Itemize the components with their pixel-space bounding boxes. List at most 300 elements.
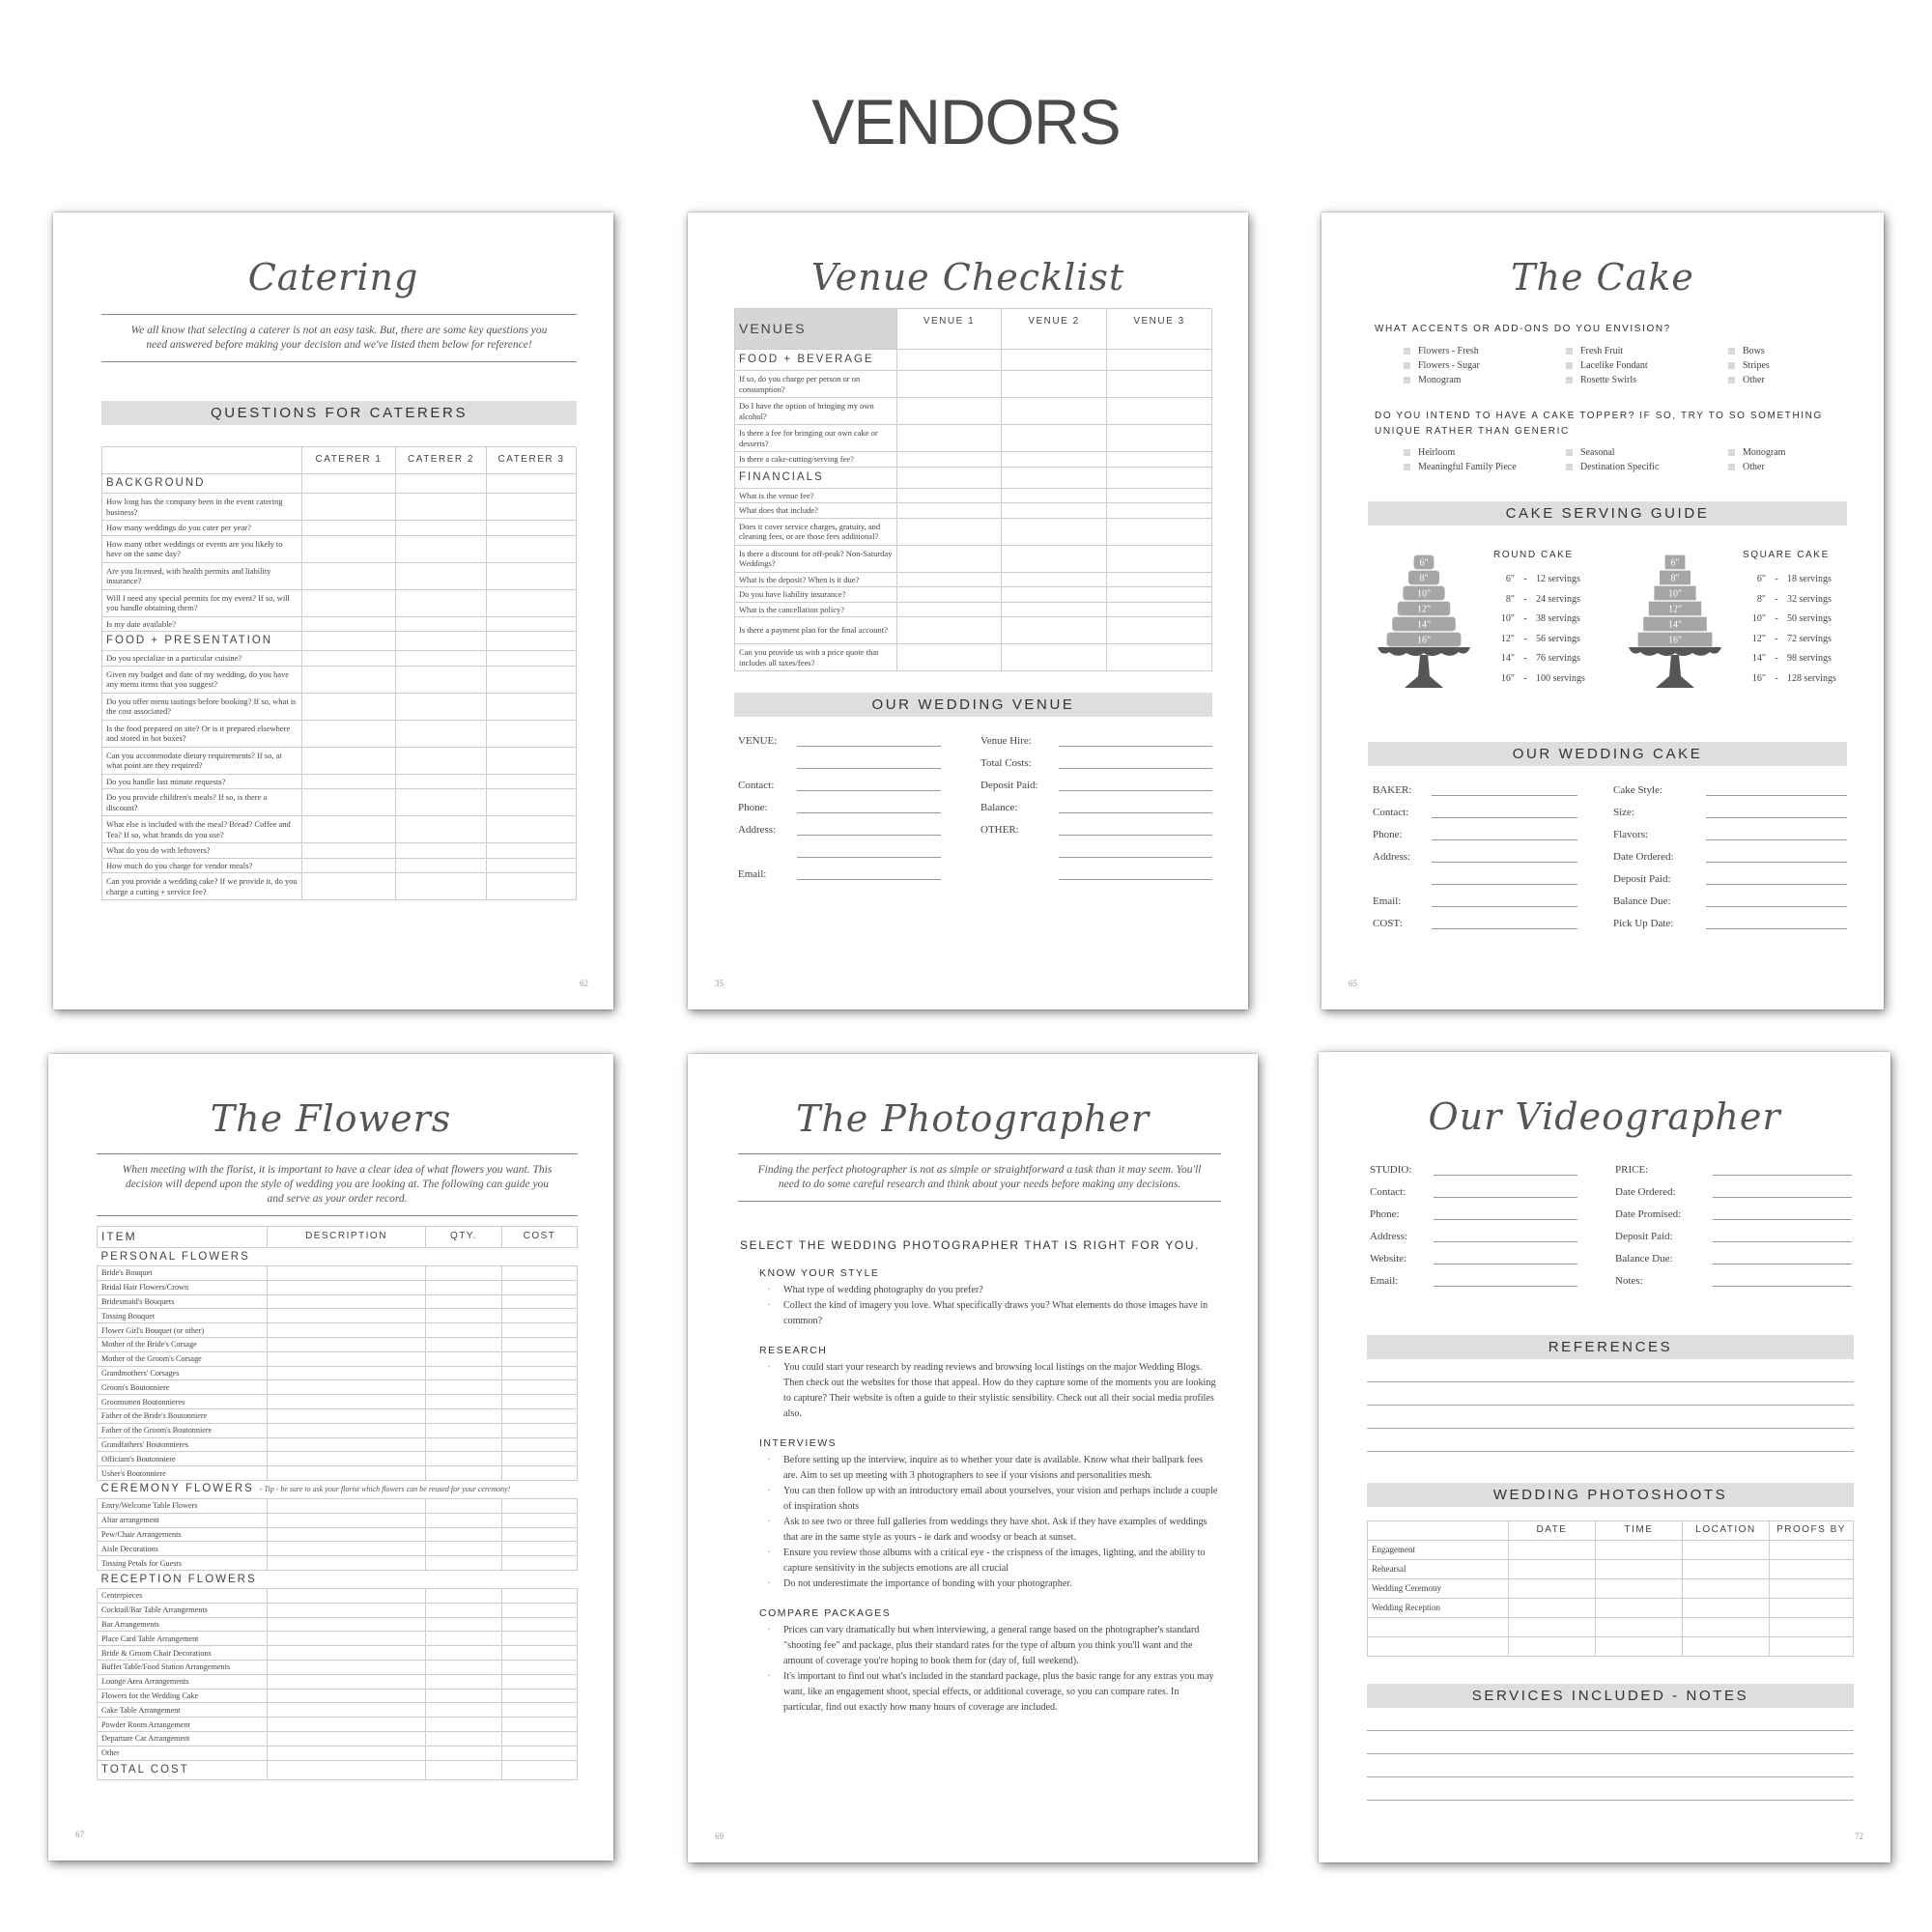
entry-cell[interactable] (502, 1380, 578, 1395)
entry-cell[interactable] (426, 1731, 502, 1746)
form-field[interactable] (1370, 1228, 1577, 1242)
entry-cell[interactable] (268, 1395, 426, 1409)
field-line[interactable] (1059, 847, 1212, 858)
answer-cell[interactable] (897, 371, 1002, 398)
form-field[interactable] (1613, 804, 1847, 818)
field-line[interactable] (1713, 1209, 1852, 1220)
entry-cell[interactable] (268, 1588, 426, 1603)
field-line[interactable] (1706, 919, 1847, 929)
entry-cell[interactable] (268, 1513, 426, 1527)
entry-cell[interactable] (268, 1408, 426, 1423)
entry-cell[interactable] (502, 1617, 578, 1632)
field-line[interactable] (1434, 1209, 1577, 1220)
entry-cell[interactable] (426, 1266, 502, 1281)
answer-cell[interactable] (1107, 425, 1212, 452)
entry-cell[interactable] (1683, 1599, 1770, 1618)
entry-cell[interactable] (268, 1617, 426, 1632)
field-line[interactable] (1432, 830, 1577, 840)
form-field[interactable] (1370, 1206, 1577, 1220)
answer-cell[interactable] (396, 858, 487, 873)
entry-cell[interactable] (502, 1309, 578, 1323)
answer-cell[interactable] (396, 789, 487, 816)
answer-cell[interactable] (302, 562, 396, 589)
entry-cell[interactable] (426, 1617, 502, 1632)
field-line[interactable] (797, 825, 941, 836)
form-field[interactable] (1613, 826, 1847, 840)
entry-cell[interactable] (268, 1689, 426, 1703)
answer-cell[interactable] (1107, 452, 1212, 468)
answer-cell[interactable] (897, 644, 1002, 671)
entry-cell[interactable] (268, 1674, 426, 1689)
answer-cell[interactable] (396, 589, 487, 616)
answer-cell[interactable] (487, 494, 577, 521)
entry-cell[interactable] (426, 1466, 502, 1481)
entry-cell[interactable] (1770, 1541, 1854, 1560)
answer-cell[interactable] (1002, 617, 1107, 644)
field-line[interactable] (1713, 1254, 1852, 1264)
answer-cell[interactable] (302, 720, 396, 747)
field-line[interactable] (1059, 869, 1212, 880)
entry-cell[interactable] (426, 1718, 502, 1732)
entry-cell[interactable] (1770, 1637, 1854, 1657)
field-line[interactable] (1706, 874, 1847, 885)
option-item[interactable] (1404, 445, 1566, 460)
entry-cell[interactable] (426, 1280, 502, 1294)
entry-cell[interactable] (502, 1266, 578, 1281)
answer-cell[interactable] (1107, 644, 1212, 671)
option-item[interactable] (1566, 358, 1728, 373)
checkbox[interactable] (1566, 449, 1573, 456)
answer-cell[interactable] (897, 488, 1002, 503)
entry-cell[interactable] (268, 1323, 426, 1338)
field-line[interactable] (1432, 852, 1577, 863)
checkbox[interactable] (1728, 348, 1735, 355)
entry-cell[interactable] (502, 1588, 578, 1603)
answer-cell[interactable] (897, 617, 1002, 644)
answer-cell[interactable] (396, 666, 487, 693)
entry-cell[interactable] (1509, 1560, 1596, 1579)
form-field[interactable] (1373, 804, 1577, 818)
form-field[interactable] (738, 866, 941, 880)
entry-cell[interactable] (502, 1760, 578, 1779)
form-field[interactable] (738, 777, 941, 791)
entry-cell[interactable] (1509, 1599, 1596, 1618)
answer-cell[interactable] (487, 816, 577, 843)
field-line[interactable] (1434, 1232, 1577, 1242)
entry-cell[interactable] (502, 1294, 578, 1309)
entry-cell[interactable] (426, 1588, 502, 1603)
option-item[interactable] (1404, 460, 1566, 474)
field-line[interactable] (1059, 803, 1212, 813)
form-field[interactable] (1373, 915, 1577, 929)
field-line[interactable] (1059, 825, 1212, 836)
entry-cell[interactable] (1770, 1560, 1854, 1579)
entry-cell[interactable] (268, 1437, 426, 1452)
field-line[interactable] (797, 869, 941, 880)
entry-cell[interactable] (1770, 1599, 1854, 1618)
option-item[interactable] (1404, 344, 1566, 358)
entry-cell[interactable] (502, 1746, 578, 1760)
answer-cell[interactable] (396, 651, 487, 667)
field-line[interactable] (1434, 1276, 1577, 1287)
form-field[interactable] (738, 799, 941, 813)
entry-cell[interactable] (1509, 1541, 1596, 1560)
answer-cell[interactable] (1002, 467, 1107, 488)
field-line[interactable] (797, 781, 941, 791)
answer-cell[interactable] (1002, 572, 1107, 587)
entry-cell[interactable] (502, 1466, 578, 1481)
answer-cell[interactable] (396, 873, 487, 900)
entry-cell[interactable] (1596, 1560, 1683, 1579)
answer-cell[interactable] (487, 666, 577, 693)
form-field[interactable] (1613, 893, 1847, 907)
field-line[interactable] (797, 803, 941, 813)
answer-cell[interactable] (302, 873, 396, 900)
entry-cell[interactable] (1683, 1579, 1770, 1599)
answer-cell[interactable] (302, 651, 396, 667)
entry-cell[interactable] (268, 1366, 426, 1380)
form-field[interactable] (1615, 1250, 1852, 1264)
answer-cell[interactable] (1107, 518, 1212, 545)
answer-cell[interactable] (1107, 371, 1212, 398)
answer-cell[interactable] (396, 521, 487, 536)
answer-cell[interactable] (1002, 503, 1107, 519)
form-field[interactable] (1613, 870, 1847, 885)
entry-cell[interactable] (1509, 1618, 1596, 1637)
entry-cell[interactable] (426, 1294, 502, 1309)
entry-cell[interactable] (268, 1718, 426, 1732)
entry-cell[interactable] (268, 1380, 426, 1395)
entry-cell[interactable] (426, 1395, 502, 1409)
entry-cell[interactable] (268, 1603, 426, 1617)
answer-cell[interactable] (302, 616, 396, 632)
field-line[interactable] (1432, 785, 1577, 796)
checkbox[interactable] (1566, 464, 1573, 470)
answer-cell[interactable] (487, 774, 577, 789)
form-field[interactable] (1613, 915, 1847, 929)
option-item[interactable] (1728, 373, 1844, 387)
entry-cell[interactable] (268, 1309, 426, 1323)
checkbox[interactable] (1566, 377, 1573, 384)
field-line[interactable] (797, 736, 941, 747)
entry-cell[interactable] (1509, 1579, 1596, 1599)
entry-cell[interactable] (502, 1718, 578, 1732)
form-field[interactable] (1370, 1250, 1577, 1264)
form-field[interactable] (980, 799, 1212, 813)
option-item[interactable] (1404, 358, 1566, 373)
entry-cell[interactable] (426, 1351, 502, 1366)
answer-cell[interactable] (302, 774, 396, 789)
answer-cell[interactable] (396, 562, 487, 589)
entry-cell[interactable] (268, 1423, 426, 1437)
answer-cell[interactable] (1107, 398, 1212, 425)
answer-cell[interactable] (396, 474, 487, 494)
entry-cell[interactable] (1770, 1618, 1854, 1637)
entry-cell[interactable] (426, 1646, 502, 1661)
answer-cell[interactable] (487, 562, 577, 589)
answer-cell[interactable] (1002, 644, 1107, 671)
entry-cell[interactable] (502, 1674, 578, 1689)
checkbox[interactable] (1404, 464, 1410, 470)
answer-cell[interactable] (302, 816, 396, 843)
entry-cell[interactable] (502, 1632, 578, 1646)
entry-cell[interactable] (1596, 1541, 1683, 1560)
answer-cell[interactable] (897, 398, 1002, 425)
form-field[interactable] (1370, 1161, 1577, 1176)
answer-cell[interactable] (396, 535, 487, 562)
option-item[interactable] (1404, 373, 1566, 387)
form-field[interactable] (980, 732, 1212, 747)
answer-cell[interactable] (897, 467, 1002, 488)
entry-cell[interactable] (502, 1280, 578, 1294)
answer-cell[interactable] (897, 587, 1002, 603)
checkbox[interactable] (1566, 362, 1573, 369)
answer-cell[interactable] (487, 873, 577, 900)
entry-cell[interactable] (502, 1395, 578, 1409)
entry-cell[interactable] (268, 1266, 426, 1281)
entry-cell[interactable] (502, 1603, 578, 1617)
form-field[interactable] (1615, 1272, 1852, 1287)
form-field[interactable] (738, 821, 941, 836)
field-line[interactable] (1706, 830, 1847, 840)
entry-cell[interactable] (268, 1731, 426, 1746)
option-item[interactable] (1728, 445, 1844, 460)
answer-cell[interactable] (396, 816, 487, 843)
entry-cell[interactable] (268, 1542, 426, 1556)
entry-cell[interactable] (502, 1437, 578, 1452)
answer-cell[interactable] (897, 518, 1002, 545)
field-line[interactable] (1059, 736, 1212, 747)
entry-cell[interactable] (426, 1498, 502, 1513)
answer-cell[interactable] (897, 452, 1002, 468)
option-item[interactable] (1566, 460, 1728, 474)
answer-cell[interactable] (302, 858, 396, 873)
answer-cell[interactable] (487, 843, 577, 859)
answer-cell[interactable] (1107, 467, 1212, 488)
option-item[interactable] (1566, 344, 1728, 358)
answer-cell[interactable] (302, 789, 396, 816)
answer-cell[interactable] (487, 632, 577, 651)
entry-cell[interactable] (502, 1366, 578, 1380)
answer-cell[interactable] (897, 425, 1002, 452)
answer-cell[interactable] (1107, 488, 1212, 503)
form-field[interactable] (738, 754, 941, 769)
answer-cell[interactable] (302, 843, 396, 859)
form-field[interactable] (980, 821, 1212, 836)
entry-cell[interactable] (268, 1527, 426, 1542)
entry-cell[interactable] (268, 1760, 426, 1779)
form-field[interactable] (738, 732, 941, 747)
entry-cell[interactable] (268, 1556, 426, 1571)
answer-cell[interactable] (1002, 398, 1107, 425)
answer-cell[interactable] (1107, 572, 1212, 587)
entry-cell[interactable] (268, 1632, 426, 1646)
field-line[interactable] (797, 847, 941, 858)
entry-cell[interactable] (426, 1437, 502, 1452)
answer-cell[interactable] (1002, 425, 1107, 452)
answer-cell[interactable] (396, 494, 487, 521)
entry-cell[interactable] (426, 1423, 502, 1437)
form-field[interactable] (980, 777, 1212, 791)
entry-cell[interactable] (268, 1660, 426, 1674)
answer-cell[interactable] (1107, 503, 1212, 519)
answer-cell[interactable] (1107, 350, 1212, 371)
entry-cell[interactable] (426, 1746, 502, 1760)
entry-cell[interactable] (502, 1408, 578, 1423)
answer-cell[interactable] (487, 693, 577, 720)
entry-cell[interactable] (426, 1452, 502, 1466)
field-line[interactable] (1434, 1254, 1577, 1264)
field-line[interactable] (1059, 781, 1212, 791)
entry-cell[interactable] (426, 1323, 502, 1338)
option-item[interactable] (1566, 445, 1728, 460)
form-field[interactable] (1615, 1206, 1852, 1220)
answer-cell[interactable] (396, 720, 487, 747)
answer-cell[interactable] (302, 589, 396, 616)
entry-cell[interactable] (502, 1337, 578, 1351)
field-line[interactable] (1713, 1187, 1852, 1198)
entry-cell[interactable] (502, 1423, 578, 1437)
entry-cell[interactable] (502, 1660, 578, 1674)
answer-cell[interactable] (396, 693, 487, 720)
field-line[interactable] (1713, 1232, 1852, 1242)
form-field[interactable] (1615, 1183, 1852, 1198)
answer-cell[interactable] (1107, 617, 1212, 644)
entry-cell[interactable] (268, 1498, 426, 1513)
form-field[interactable] (980, 754, 1212, 769)
answer-cell[interactable] (1107, 587, 1212, 603)
form-field[interactable] (738, 843, 941, 858)
form-field[interactable] (1615, 1161, 1852, 1176)
form-field[interactable] (1373, 781, 1577, 796)
answer-cell[interactable] (487, 747, 577, 774)
answer-cell[interactable] (1107, 545, 1212, 572)
field-line[interactable] (1432, 919, 1577, 929)
form-field[interactable] (1373, 893, 1577, 907)
entry-cell[interactable] (502, 1498, 578, 1513)
answer-cell[interactable] (897, 572, 1002, 587)
answer-cell[interactable] (487, 521, 577, 536)
entry-cell[interactable] (502, 1542, 578, 1556)
answer-cell[interactable] (1002, 488, 1107, 503)
answer-cell[interactable] (1002, 545, 1107, 572)
form-field[interactable] (1613, 848, 1847, 863)
answer-cell[interactable] (487, 589, 577, 616)
entry-cell[interactable] (1683, 1637, 1770, 1657)
checkbox[interactable] (1404, 362, 1410, 369)
entry-cell[interactable] (1683, 1541, 1770, 1560)
checkbox[interactable] (1728, 449, 1735, 456)
answer-cell[interactable] (396, 774, 487, 789)
entry-cell[interactable] (268, 1703, 426, 1718)
answer-cell[interactable] (1002, 452, 1107, 468)
entry-cell[interactable] (1683, 1618, 1770, 1637)
checkbox[interactable] (1728, 377, 1735, 384)
entry-cell[interactable] (426, 1542, 502, 1556)
entry-cell[interactable] (426, 1513, 502, 1527)
answer-cell[interactable] (487, 789, 577, 816)
entry-cell[interactable] (268, 1351, 426, 1366)
entry-cell[interactable] (426, 1527, 502, 1542)
form-field[interactable] (1373, 848, 1577, 863)
entry-cell[interactable] (1770, 1579, 1854, 1599)
form-field[interactable] (1370, 1272, 1577, 1287)
field-line[interactable] (797, 758, 941, 769)
answer-cell[interactable] (302, 521, 396, 536)
entry-cell[interactable] (502, 1323, 578, 1338)
answer-cell[interactable] (396, 632, 487, 651)
field-line[interactable] (1713, 1165, 1852, 1176)
field-line[interactable] (1432, 896, 1577, 907)
entry-cell[interactable] (502, 1452, 578, 1466)
entry-cell[interactable] (502, 1731, 578, 1746)
entry-cell[interactable] (1509, 1637, 1596, 1657)
field-line[interactable] (1434, 1165, 1577, 1176)
answer-cell[interactable] (302, 474, 396, 494)
checkbox[interactable] (1728, 464, 1735, 470)
answer-cell[interactable] (1107, 602, 1212, 617)
answer-cell[interactable] (302, 747, 396, 774)
field-line[interactable] (1706, 852, 1847, 863)
form-field[interactable] (1613, 781, 1847, 796)
entry-cell[interactable] (426, 1366, 502, 1380)
answer-cell[interactable] (1002, 371, 1107, 398)
entry-cell[interactable] (426, 1703, 502, 1718)
answer-cell[interactable] (1002, 602, 1107, 617)
field-line[interactable] (1706, 896, 1847, 907)
answer-cell[interactable] (396, 843, 487, 859)
form-field[interactable] (1373, 826, 1577, 840)
answer-cell[interactable] (1002, 350, 1107, 371)
answer-cell[interactable] (487, 858, 577, 873)
answer-cell[interactable] (897, 350, 1002, 371)
answer-cell[interactable] (302, 535, 396, 562)
entry-cell[interactable] (268, 1746, 426, 1760)
entry-cell[interactable] (268, 1452, 426, 1466)
form-field[interactable] (980, 843, 1212, 858)
field-line[interactable] (1059, 758, 1212, 769)
entry-cell[interactable] (502, 1513, 578, 1527)
field-line[interactable] (1434, 1187, 1577, 1198)
form-field[interactable] (1615, 1228, 1852, 1242)
entry-cell[interactable] (426, 1689, 502, 1703)
field-line[interactable] (1432, 808, 1577, 818)
entry-cell[interactable] (426, 1660, 502, 1674)
answer-cell[interactable] (487, 616, 577, 632)
entry-cell[interactable] (426, 1674, 502, 1689)
answer-cell[interactable] (487, 474, 577, 494)
option-item[interactable] (1728, 344, 1844, 358)
entry-cell[interactable] (1683, 1560, 1770, 1579)
answer-cell[interactable] (487, 651, 577, 667)
form-field[interactable] (1370, 1183, 1577, 1198)
answer-cell[interactable] (487, 535, 577, 562)
field-line[interactable] (1706, 808, 1847, 818)
form-field[interactable] (1373, 870, 1577, 885)
answer-cell[interactable] (1002, 518, 1107, 545)
answer-cell[interactable] (302, 693, 396, 720)
entry-cell[interactable] (1596, 1637, 1683, 1657)
entry-cell[interactable] (502, 1527, 578, 1542)
checkbox[interactable] (1566, 348, 1573, 355)
answer-cell[interactable] (1002, 587, 1107, 603)
entry-cell[interactable] (268, 1280, 426, 1294)
entry-cell[interactable] (502, 1351, 578, 1366)
field-line[interactable] (1706, 785, 1847, 796)
answer-cell[interactable] (897, 545, 1002, 572)
entry-cell[interactable] (502, 1703, 578, 1718)
entry-cell[interactable] (426, 1337, 502, 1351)
